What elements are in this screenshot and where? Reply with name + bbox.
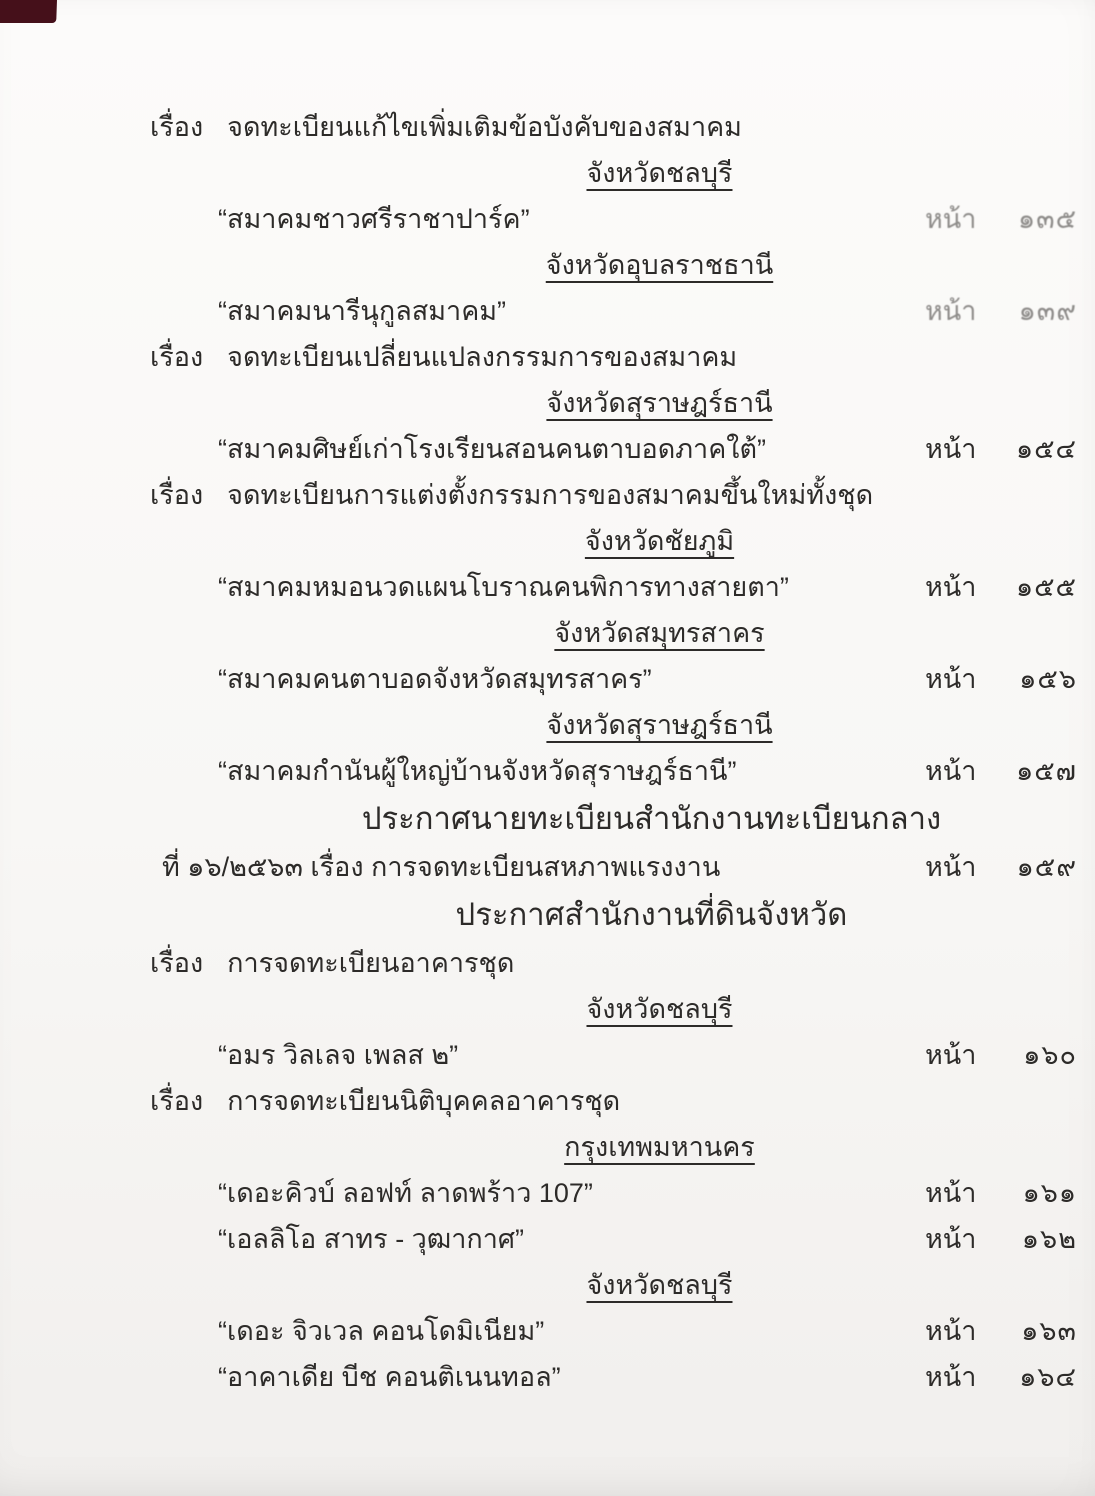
toc-row-province	[150, 986, 1077, 1032]
page-number: ๑๕๗	[1016, 755, 1077, 786]
toc-row-province	[150, 1262, 1077, 1308]
province-header: จังหวัดสุราษฎร์ธานี	[546, 387, 773, 418]
page-ref	[925, 431, 1077, 467]
toc-row-entry	[150, 426, 1077, 472]
toc-row-province	[150, 610, 1077, 656]
entry-title: “สมาคมกำนันผู้ใหญ่บ้านจังหวัดสุราษฎร์ธานี”	[218, 755, 737, 786]
topic-text: การจดทะเบียนนิติบุคคลอาคารชุด	[227, 1085, 621, 1116]
entry-title: “สมาคมนารีนุกูลสมาคม”	[218, 295, 507, 326]
toc-row-province	[150, 380, 1077, 426]
page-ref	[925, 661, 1077, 697]
province-header: จังหวัดชัยภูมิ	[584, 525, 735, 556]
page-ref	[925, 849, 1077, 885]
toc-row-entry	[150, 288, 1077, 334]
topic-prefix-label: เรื่อง	[150, 341, 204, 372]
topic-prefix-label: เรื่อง	[150, 479, 204, 510]
entry-title: “สมาคมหมอนวดแผนโบราณคนพิการทางสายตา”	[218, 571, 789, 602]
topic-text: จดทะเบียนเปลี่ยนแปลงกรรมการของสมาคม	[227, 341, 738, 372]
page-label: หน้า	[925, 663, 977, 694]
toc-row-entry	[150, 1032, 1077, 1078]
toc-row-province	[150, 1124, 1077, 1170]
entry-title: “สมาคมศิษย์เก่าโรงเรียนสอนคนตาบอดภาคใต้”	[218, 433, 766, 464]
entry-title: “เดอะ จิวเวล คอนโดมิเนียม”	[218, 1315, 545, 1346]
toc-row-province	[150, 518, 1077, 564]
province-header: จังหวัดสุราษฎร์ธานี	[546, 709, 773, 740]
page-ref	[925, 569, 1077, 605]
page-number: ๑๖๒	[1021, 1223, 1077, 1254]
province-header: จังหวัดสมุทรสาคร	[554, 617, 765, 648]
topic-text: การจดทะเบียนอาคารชุด	[227, 947, 515, 978]
page-ref	[925, 293, 1077, 329]
toc-row-topic	[150, 104, 1077, 150]
province-header: จังหวัดชลบุรี	[586, 993, 733, 1024]
page-ref	[925, 1037, 1077, 1073]
entry-title: “อาคาเดีย บีช คอนติเนนทอล”	[218, 1361, 561, 1392]
page-label: หน้า	[925, 295, 977, 326]
page-ref	[925, 1175, 1077, 1211]
page-number: ๑๕๖	[1019, 663, 1077, 694]
toc-row-entry	[150, 748, 1077, 794]
page-number: ๑๕๙	[1016, 851, 1077, 882]
entry-title: “เดอะคิวบ์ ลอฟท์ ลาดพร้าว 107”	[218, 1177, 593, 1208]
topic-prefix-label: เรื่อง	[150, 1085, 204, 1116]
page-label: หน้า	[925, 851, 977, 882]
toc-row-entry	[150, 1354, 1077, 1400]
toc-row-entry	[150, 1308, 1077, 1354]
page-ref	[925, 1359, 1077, 1395]
page-number: ๑๓๕	[1017, 203, 1077, 234]
toc-row-province	[150, 242, 1077, 288]
toc-row-province	[150, 150, 1077, 196]
section-heading: ประกาศสำนักงานที่ดินจังหวัด	[455, 897, 848, 933]
toc-row-topic	[150, 1078, 1077, 1124]
entry-title: “เอลลิโอ สาทร - วุฒากาศ”	[218, 1223, 525, 1254]
topic-text: จดทะเบียนแก้ไขเพิ่มเติมข้อบังคับของสมาคม	[227, 111, 742, 142]
toc-row-numbered_topic	[150, 844, 1077, 890]
page-label: หน้า	[925, 433, 977, 464]
page-number: ๑๖๐	[1023, 1039, 1077, 1070]
page-label: หน้า	[925, 1177, 977, 1208]
province-header: จังหวัดอุบลราชธานี	[545, 249, 774, 280]
toc-row-heading	[150, 890, 1077, 940]
page-label: หน้า	[925, 1361, 977, 1392]
entry-title: “อมร วิลเลจ เพลส ๒”	[218, 1039, 459, 1070]
page-number: ๑๕๔	[1015, 433, 1077, 464]
toc-row-province	[150, 702, 1077, 748]
page-ref	[925, 1313, 1077, 1349]
page-ref	[925, 201, 1077, 237]
province-header: จังหวัดชลบุรี	[586, 157, 733, 188]
toc-row-heading	[150, 794, 1077, 844]
page-label: หน้า	[925, 203, 977, 234]
toc-row-topic	[150, 334, 1077, 380]
topic-prefix-label: เรื่อง	[150, 111, 204, 142]
topic-prefix-label: เรื่อง	[150, 947, 204, 978]
page-label: หน้า	[925, 1223, 977, 1254]
page-label: หน้า	[925, 1315, 977, 1346]
toc-row-entry	[150, 1170, 1077, 1216]
page-label: หน้า	[925, 1039, 977, 1070]
scan-corner-artifact	[0, 0, 57, 23]
toc-row-topic	[150, 940, 1077, 986]
province-header: จังหวัดชลบุรี	[586, 1269, 733, 1300]
province-header: กรุงเทพมหานคร	[564, 1131, 755, 1162]
page-number: ๑๖๑	[1022, 1177, 1077, 1208]
page-label: หน้า	[925, 755, 977, 786]
page-ref	[925, 1221, 1077, 1257]
section-heading: ประกาศนายทะเบียนสำนักงานทะเบียนกลาง	[361, 801, 942, 837]
toc-row-entry	[150, 1216, 1077, 1262]
topic-text: จดทะเบียนการแต่งตั้งกรรมการของสมาคมขึ้นใหม่ทั้งชุด	[227, 479, 874, 510]
page-number: ๑๖๔	[1019, 1361, 1077, 1392]
toc-list	[150, 104, 1077, 1400]
page-number: ๑๕๕	[1015, 571, 1077, 602]
entry-title: “สมาคมชาวศรีราชาปาร์ค”	[218, 203, 530, 234]
page-number: ๑๓๙	[1018, 295, 1077, 326]
entry-title: ที่ ๑๖/๒๕๖๓ เรื่อง การจดทะเบียนสหภาพแรงงาน	[162, 851, 721, 882]
toc-row-entry	[150, 656, 1077, 702]
entry-title: “สมาคมคนตาบอดจังหวัดสมุทรสาคร”	[218, 663, 652, 694]
page-number: ๑๖๓	[1021, 1315, 1077, 1346]
toc-row-entry	[150, 564, 1077, 610]
page-label: หน้า	[925, 571, 977, 602]
toc-row-topic	[150, 472, 1077, 518]
toc-row-entry	[150, 196, 1077, 242]
page-ref	[925, 753, 1077, 789]
